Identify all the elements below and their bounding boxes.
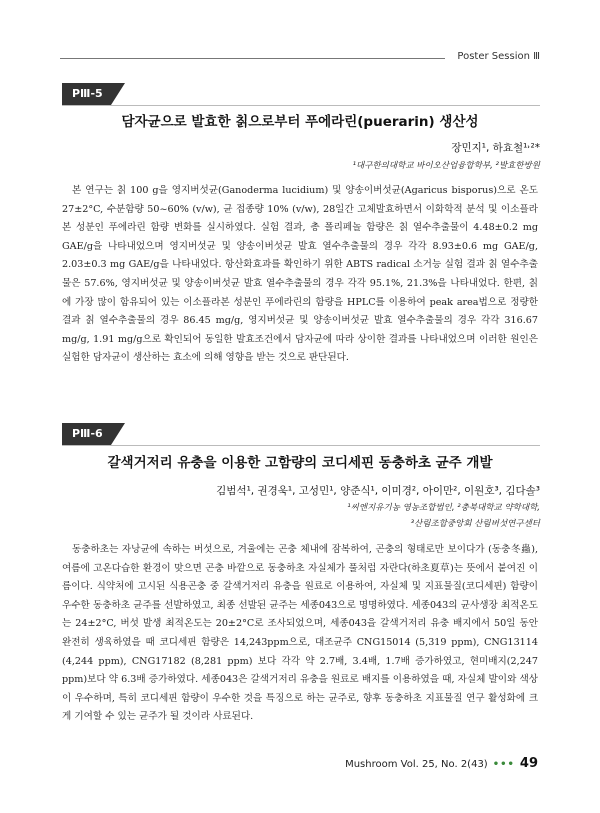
section-authors-2: 김범석¹, 권경욱¹, 고성민¹, 양준식¹, 이미경², 아이만², 이원호³, 김다솔³: [216, 485, 540, 497]
section-title-2: 갈색거저리 유충을 이용한 고함량의 코디세핀 동충하초 균주 개발: [107, 455, 493, 471]
page-footer: [345, 756, 538, 771]
badge-label: PⅢ-6: [62, 423, 111, 445]
section-badge-1: [62, 83, 125, 105]
section-body-2: 동충하초는 자낭균에 속하는 버섯으로, 겨울에는 곤충 체내에 잠복하여, 곤충의 형태로만 보이다가 (동충冬蟲), 여름에 고온다습한 환경이 맞으면 곤충 바깥으로 동충하초 자실체가 풀처럼 자란다(하초夏草)는 뜻에서 붙여진 이름이다. 식약처에 고시된 식용곤충 중 갈색거저리 유충을 원료로 이용하여, 자실체 및 지표물질(코디세핀) 함량이 우수한 동충하초 균주를 선발하였고, 최종 선발된 균주는 세종043으로 명명하였다. 세종043의 균사생장 최적온도는 24±2°C, 버섯 발생 최적온도는 20±2°C로 조사되었으며, 세종043을 갈색거저리 유충 배지에서 50일 동안 완전히 생육하였을 때 코디세핀 함량은 14,243ppm으로, 대조균주 CNG15014 (5,319 ppm), CNG13114 (4,244 ppm), CNG17182 (8,281 ppm) 보다 각각 약 2.7배, 3.4배, 1.7배 증가하였고, 현미배지(2,247 ppm)보다 약 6.3배 증가하였다. 세종043은 갈색거저리 유충을 원료로 배지를 이용하였을 때, 자실체 발이와 색상이 우수하며, 특히 코디세핀 함량이 우수한 것을 특징으로 하는 균주로, 향후 동충하초 지표물질 연구 활성화에 크게 기여할 수 있는 균주가 될 것이라 사료된다.: [62, 544, 539, 723]
badge-rule: [62, 105, 540, 106]
badge-tail: [111, 83, 125, 105]
section-body-1: 본 연구는 칡 100 g을 영지버섯균(Ganoderma lucidium) 및 양송이버섯균(Agaricus bisporus)으로 온도 27±2°C, 수분함량 50~60% (v/w), 균 접종량 10% (v/w), 28일간 고체발효하면서 이화학적 분석 및 이소플라본 성분인 푸에라린 함량 변화를 실시하였다. 실험 결과, 총 폴리페놀 함량은 칡 열수추출물이 4.48±0.2 mg GAE/g을 나타내었으며 영지버섯균 및 양송이버섯균 발효 열수추출물의 경우 각각 8.93±0.6 mg GAE/g, 2.03±0.3 mg GAE/g을 나타내었다. 항산화효과를 확인하기 위한 ABTS radical 소거능 실험 결과 칡 열수추출물은 57.6%, 영지버섯균 및 양송이버섯균 발효 열수추출물의 경우 각각 95.1%, 21.3%을 나타내었다. 한편, 칡에 가장 많이 함유되어 있는 이소플라본 성분인 푸에라린의 함량을 HPLC를 이용하여 peak area법으로 정량한 결과 칡 열수추출물의 경우 86.45 mg/g, 영지버섯균 및 양송이버섯균 발효 열수추출물의 경우 각각 316.67 mg/g, 1.91 mg/g으로 확인되어 동일한 발효조건에서 담자균에 따라 상이한 결과를 나타내었으며 이러한 원인은 실험한 담자균이 생산하는 효소에 의해 영향을 받는 것으로 판단된다.: [62, 185, 538, 364]
section-authors-1: 장민지¹, 하효철¹˒²*: [451, 142, 540, 154]
section-affiliation-1: ¹대구한의대학교 바이오산업융합학부, ²발효한방원: [352, 161, 540, 171]
section-affiliation-2b: ³산림조합중앙회 산림버섯연구센터: [410, 519, 540, 529]
footer-dots: •••: [492, 759, 515, 770]
section-affiliation-2a: ¹씨엔지유기농 영농조합법인, ²충북대학교 약학대학,: [347, 503, 540, 513]
session-label: Poster Session Ⅲ: [457, 51, 540, 62]
header-rule: [60, 58, 445, 59]
badge-rule: [62, 445, 540, 446]
section-badge-2: [62, 423, 125, 445]
journal-name: Mushroom Vol. 25, No. 2(43): [345, 759, 488, 770]
page-number: 49: [519, 756, 538, 771]
badge-tail: [111, 423, 125, 445]
badge-label: PⅢ-5: [62, 83, 111, 105]
section-title-1: 담자균으로 발효한 칡으로부터 푸에라린(puerarin) 생산성: [121, 114, 479, 130]
